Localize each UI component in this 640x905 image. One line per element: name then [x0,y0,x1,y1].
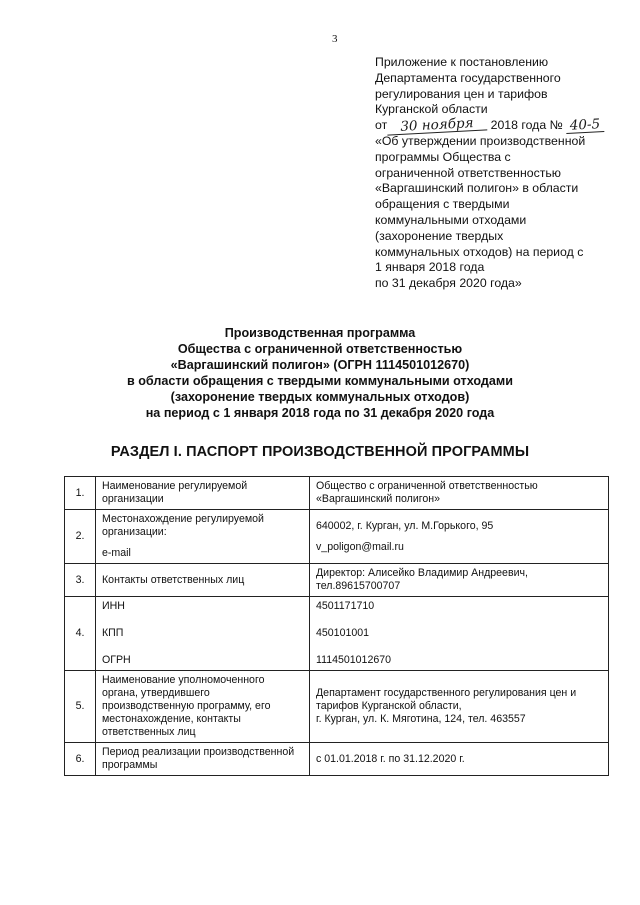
row-value [310,597,609,671]
appendix-date-line [375,115,607,136]
appendix-title-line: «Об утверждении производственной [375,133,586,148]
row-value [310,510,609,564]
program-title [0,325,640,421]
authority-address-value: г. Курган, ул. К. Мяготина, 124, тел. 463557 [316,713,526,725]
date-suffix: 2018 года № [490,118,563,133]
program-title-line: Общества с ограниченной ответственностью [177,342,463,356]
appendix-title-line: 1 января 2018 года [375,260,485,275]
table-row [65,671,609,743]
appendix-title-line: обращения с твердыми [375,197,510,212]
row-number: 4. [65,597,96,671]
page-number: 3 [332,33,338,45]
appendix-title-line: по 31 декабря 2020 года» [375,276,522,291]
appendix-title-line: коммунальными отходами [375,212,527,227]
email-label: e-mail [102,547,131,559]
kpp-value: 450101001 [316,627,370,639]
kpp-label: КПП [102,627,124,639]
table-row [65,597,609,671]
program-title-line: (захоронение твердых коммунальных отходов) [170,390,470,404]
row-number: 1. [65,477,96,510]
handwritten-number: 40-5 [566,118,605,134]
row-number: 5. [65,671,96,743]
appendix-line: Курганской области [375,102,488,117]
appendix-title-line: (захоронение твердых [375,228,504,243]
table-row [65,743,609,776]
ogrn-label: ОГРН [102,654,131,666]
table-row [65,510,609,564]
appendix-title-line: ограниченной ответственностью [375,165,561,180]
row-label: Наименование уполномоченного органа, утвердившего производственную программу, его местонахождение, контакты ответственных лиц [96,671,310,743]
row-value [310,671,609,743]
row-label: Наименование регулируемой организации [96,477,310,510]
address-value: 640002, г. Курган, ул. М.Горького, 95 [316,519,494,532]
row-number: 2. [65,510,96,564]
section-title: РАЗДЕЛ I. ПАСПОРТ ПРОИЗВОДСТВЕННОЙ ПРОГРАММЫ [110,444,530,460]
appendix-title-line: программы Общества с [375,149,511,164]
handwritten-date: 30 ноября [387,117,488,136]
row-value [310,564,609,597]
row-number: 3. [65,564,96,597]
appendix-line: Приложение к постановлению [375,55,549,69]
passport-table [64,476,609,776]
appendix-title-line: «Варгашинский полигон» в области [375,181,579,196]
row-label: Контакты ответственных лиц [96,564,310,597]
appendix-title-line: коммунальных отходов) на период с [375,244,584,259]
inn-label: ИНН [102,600,125,612]
date-prefix: от [375,118,388,133]
row-number: 6. [65,743,96,776]
row-label [96,510,310,564]
authority-value: Департамент государственного регулирования цен и тарифов Курганской области, [316,687,577,712]
appendix-line: Департамента государственного [375,70,561,85]
appendix-header [375,55,607,292]
row-label [96,597,310,671]
table-row [65,477,609,510]
program-title-line: на период с 1 января 2018 года по 31 декабря 2020 года [145,406,495,420]
table-row [65,564,609,597]
program-title-line: в области обращения с твердыми коммунальными отходами [127,374,513,388]
program-title-line: Производственная программа [224,326,416,340]
row-value: Общество с ограниченной ответственностью «Варгашинский полигон» [310,477,609,510]
email-value: v_poligon@mail.ru [316,540,404,553]
location-label: Местонахождение регулируемой организации: [102,513,264,538]
row-value: с 01.01.2018 г. по 31.12.2020 г. [310,743,609,776]
ogrn-value: 1114501012670 [316,654,392,666]
row-label: Период реализации производственной программы [96,743,310,776]
program-title-line: «Варгашинский полигон» (ОГРН 1114501012670) [170,358,470,372]
phone-value: тел.89615700707 [316,580,401,592]
director-value: Директор: Алисейко Владимир Андреевич, [316,567,528,579]
inn-value: 4501171710 [316,600,375,612]
appendix-line: регулирования цен и тарифов [375,86,548,101]
